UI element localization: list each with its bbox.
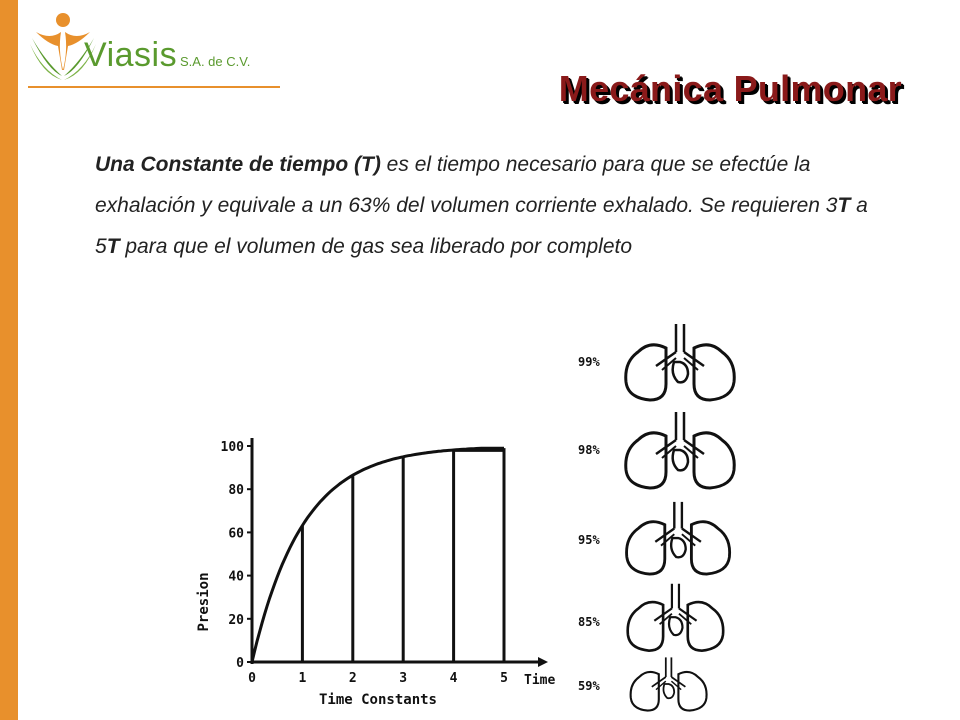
body-bold-term: Una Constante de tiempo (T) [95,153,381,176]
y-tick-label: 100 [220,440,244,455]
logo-brand: Viasis [84,36,178,74]
x-tick-label: 1 [298,671,307,686]
logo-suffix: S.A. de C.V. [180,54,251,69]
y-tick-label: 60 [228,526,244,542]
body-t-symbol: T [106,235,120,258]
left-accent-bar [0,0,18,720]
lung-percent-label: 98% [578,443,600,457]
lung-diagram-4 [631,657,707,710]
x-tick-label: 4 [449,671,458,686]
x-arrow-label: Time [524,673,556,688]
lung-percent-label: 59% [578,679,600,693]
lung-diagram-1 [626,412,735,488]
lung-percent-label: 85% [578,615,600,629]
x-axis-arrow [538,657,548,667]
body-text-part: para que el volumen de gas sea liberado por completo [119,235,633,258]
x-tick-label: 3 [399,671,408,686]
time-constant-chart [190,410,570,710]
lung-percent-label: 99% [578,355,600,369]
lung-percent-label: 95% [578,533,600,547]
lung-diagrams [572,320,742,720]
lung-diagram-0 [626,324,735,400]
y-tick-label: 0 [236,656,244,671]
y-tick-label: 80 [228,483,244,499]
lung-diagram-3 [628,584,723,651]
x-tick-label: 0 [248,671,256,686]
x-axis-label: Time Constants [318,692,438,708]
y-axis-label: Presion [196,572,212,632]
body-text-part: es el tiempo necesario para que se efectúe la exhalación y equivale a un 63% del volumen corriente exhalado. Se requieren 3 [95,153,838,217]
body-t-symbol: T [837,194,851,217]
y-tick-label: 40 [228,569,244,585]
slide-title: Mecánica Pulmonar [558,68,902,109]
x-tick-label: 2 [348,671,357,686]
y-tick-label: 20 [228,612,244,628]
x-tick-label: 5 [500,671,508,686]
body-text-part: a 5 [95,194,868,258]
logo-underline [28,86,280,88]
body-paragraph [95,144,875,267]
lung-diagram-2 [627,502,730,574]
series-curve [252,448,504,662]
